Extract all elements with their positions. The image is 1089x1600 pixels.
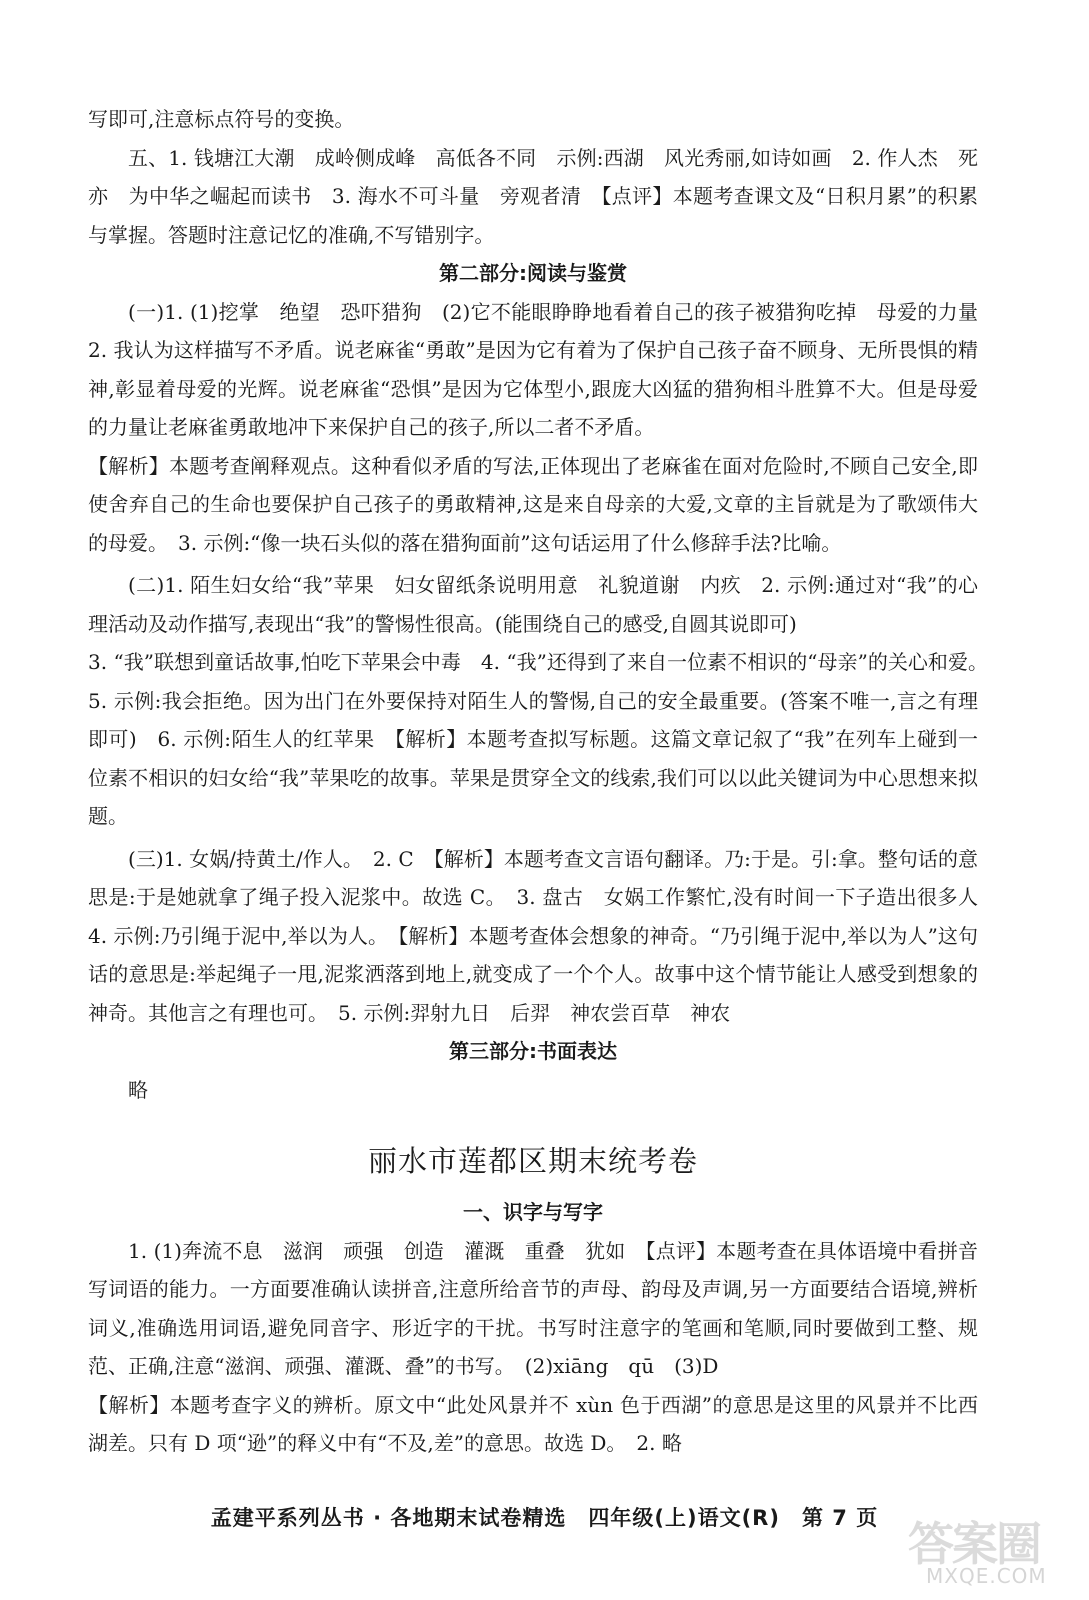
watermark-url: MXQE.COM bbox=[926, 1564, 1047, 1588]
paragraph-9: 1. (1)奔流不息 滋润 顽强 创造 灌溉 重叠 犹如 【点评】本题考查在具体语境中看拼音写词语的能力。一方面要准确认读拼音,注意所给音节的声母、韵母及声调,另一方面要结合语境,辨析词义,准确选用词语,避免同音字、形近字的干扰。书写时注意字的笔画和笔顺,同时要做到工整、规范、正确,注意“滋润、顽强、灌溉、叠”的书写。 (2)xiāng qū (3)D bbox=[88, 1238, 978, 1378]
watermark-logo bbox=[908, 1508, 1078, 1594]
exam-title: 丽水市莲都区期末统考卷 bbox=[367, 1144, 698, 1178]
paragraph-1: 写即可,注意标点符号的变换。 bbox=[88, 107, 355, 131]
heading-part-two: 第二部分:阅读与鉴赏 bbox=[439, 261, 627, 285]
paragraph-3: (一)1. (1)挖掌 绝望 恐吓猎狗 (2)它不能眼睁睁地看着自己的孩子被猎狗吃掉 母爱的力量 2. 我认为这样描写不矛盾。说老麻雀“勇敢”是因为它有着为了保护自己孩子奋不顾身、无所畏惧的精神,彰显着母爱的光辉。说老麻雀“恐惧”是因为它体型小,跟庞大凶猛的猎狗相斗胜算不大。但是母爱的力量让老麻雀勇敢地冲下来保护自己的孩子,所以二者不矛盾。 bbox=[88, 299, 998, 439]
paragraph-10: 【解析】本题考查字义的辨析。原文中“此处风景并不 xùn 色于西湖”的意思是这里的风景并不比西湖差。只有 D 项“逊”的释义中有“不及,差”的意思。故选 D。 2. 略 bbox=[88, 1392, 978, 1455]
heading-part-three: 第三部分:书面表达 bbox=[449, 1039, 617, 1063]
paragraph-8: 略 bbox=[128, 1077, 148, 1102]
heading-section-one: 一、识字与写字 bbox=[463, 1200, 603, 1224]
page-body bbox=[88, 100, 998, 1463]
page-footer: 孟建平系列丛书 · 各地期末试卷精选 四年级(上)语文(R) 第 7 页 bbox=[210, 1506, 879, 1530]
paragraph-4: 【解析】本题考查阐释观点。这种看似矛盾的写法,正体现出了老麻雀在面对危险时,不顾自己安全,即使舍弃自己的生命也要保护自己孩子的勇敢精神,这是来自母亲的大爱,文章的主旨就是为了歌颂伟大的母爱。 3. 示例:“像一块石头似的落在猎狗面前”这句话运用了什么修辞手法?比喻。 bbox=[88, 453, 978, 555]
paragraph-6: 3. “我”联想到童话故事,怕吃下苹果会中毒 4. “我”还得到了来自一位素不相识的“母亲”的关心和爱。 5. 示例:我会拒绝。因为出门在外要保持对陌生人的警惕,自己的安全最重要。(答案不唯一,言之有理即可) 6. 示例:陌生人的红苹果 【解析】本题考查拟写标题。这篇文章记叙了“我”在列车上碰到一位素不相识的妇女给“我”苹果吃的故事。苹果是贯穿全文的线索,我们可以以此关键词为中心思想来拟题。 bbox=[88, 650, 998, 828]
paragraph-2: 五、1. 钱塘江大潮 成岭侧成峰 高低各不同 示例:西湖 风光秀丽,如诗如画 2. 作人杰 死亦 为中华之崛起而读书 3. 海水不可斗量 旁观者清 【点评】本题考查课文及“日积月累”的积累与掌握。答题时注意记忆的准确,不写错别字。 bbox=[88, 145, 978, 247]
paragraph-5: (二)1. 陌生妇女给“我”苹果 妇女留纸条说明用意 礼貌道谢 内疚 2. 示例:通过对“我”的心理活动及动作描写,表现出“我”的警惕性很高。(能围绕自己的感受,自圆其说即可) bbox=[88, 573, 978, 636]
watermark-text: 答案圈 bbox=[908, 1517, 1040, 1571]
paragraph-7: (三)1. 女娲/持黄土/作人。 2. C 【解析】本题考查文言语句翻译。乃:于是。引:拿。整句话的意思是:于是她就拿了绳子投入泥浆中。故选 C。 3. 盘古 女娲工作繁忙,没有时间一下子造出很多人 4. 示例:乃引绳于泥中,举以为人。 【解析】本题考查体会想象的神奇。“乃引绳于泥中,举以为人”这句话的意思是:举起绳子一甩,泥浆洒落到地上,就变成了一个个人。故事中这个情节能让人感受到想象的神奇。其他言之有理也可。 5. 示例:羿射九日 后羿 神农尝百草 神农 bbox=[88, 846, 998, 1025]
